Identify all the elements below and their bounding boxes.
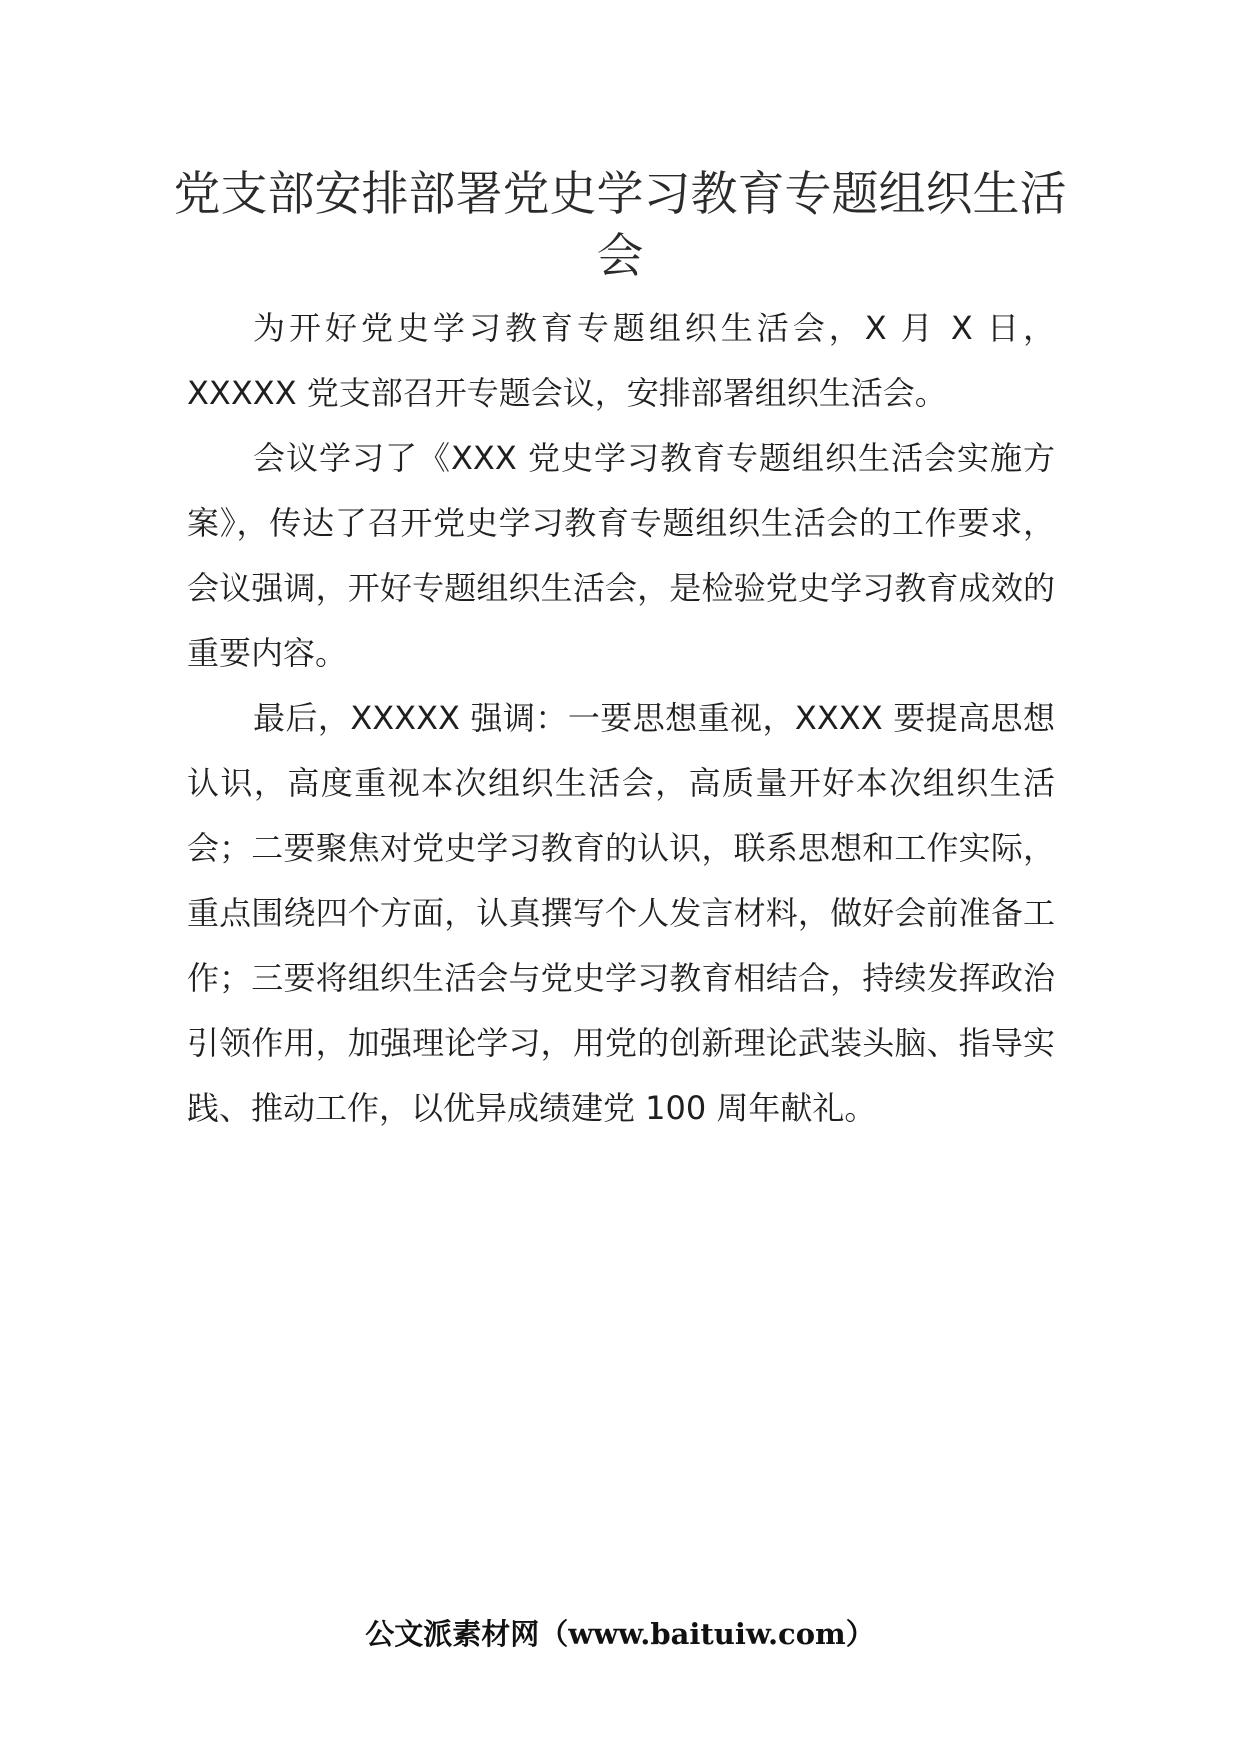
paragraph-3: 最后，XXXXX 强调：一要思想重视，XXXX 要提高思想认识，高度重视本次组织生活会，高质量开好本次组织生活会；二要聚焦对党史学习教育的认识，联系思想和工作实际，重点围绕四个方面，认真撰写个人发言材料，做好会前准备工作；三要将组织生活会与党史学习教育相结合，持续发挥政治引领作用，加强理论学习，用党的创新理论武装头脑、指导实践、推动工作，以优异成绩建党 100 周年献礼。 [187,699,1055,1127]
document-title: 党支部安排部署党史学习教育专题组织生活会 [173,167,1067,284]
paragraph-1: 为开好党史学习教育专题组织生活会，X 月 X 日，XXXXX 党支部召开专题会议，安排部署组织生活会。 [187,309,1055,412]
paragraph-2: 会议学习了《XXX 党史学习教育专题组织生活会实施方案》，传达了召开党史学习教育专题组织生活会的工作要求，会议强调，开好专题组织生活会，是检验党史学习教育成效的重要内容。 [187,439,1055,672]
footer-watermark: 公文派素材网（www.baituiw.com） [365,1617,875,1651]
document-body [187,296,1055,1141]
